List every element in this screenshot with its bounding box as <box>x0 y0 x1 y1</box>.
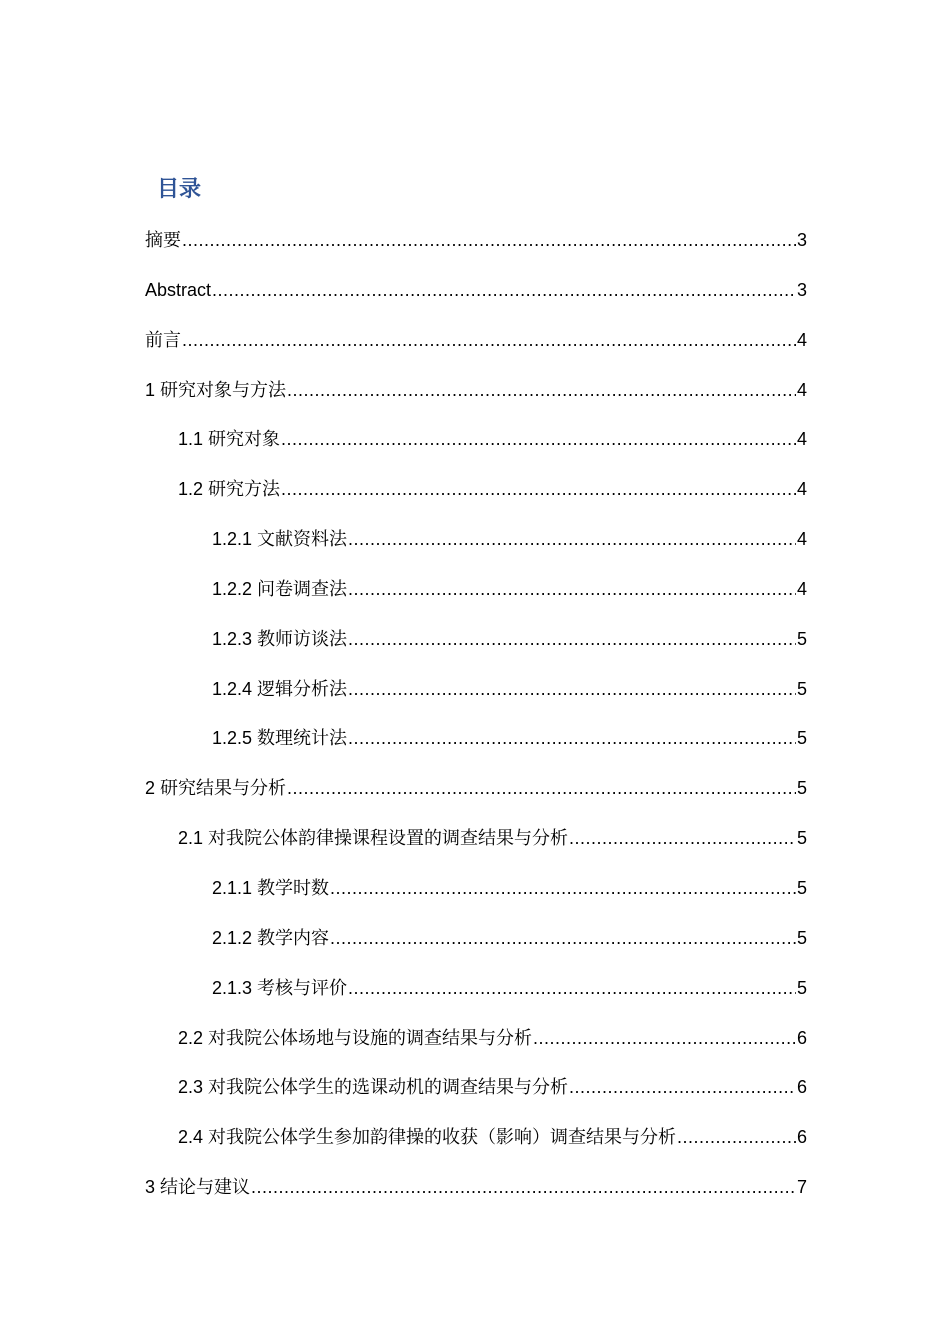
toc-entry-page: 5 <box>796 877 807 898</box>
toc-entry-page: 5 <box>796 728 807 749</box>
toc-title: 目录 <box>157 177 202 202</box>
toc-entry[interactable] <box>145 814 807 864</box>
toc-entry-page: 6 <box>796 1027 807 1048</box>
toc-entry[interactable] <box>145 565 807 615</box>
toc-entry[interactable] <box>145 864 807 914</box>
dot-leader <box>287 366 796 416</box>
dot-leader <box>281 415 796 465</box>
dot-leader <box>330 914 796 964</box>
dot-leader <box>212 266 796 316</box>
dot-leader <box>182 216 796 266</box>
toc-entry[interactable] <box>145 714 807 764</box>
toc-entry-label: 2.2 对我院公体场地与设施的调查结果与分析 <box>178 1027 533 1048</box>
dot-leader <box>677 1113 796 1163</box>
toc-entry[interactable] <box>145 665 807 715</box>
toc-entry-label: 1.2.3 教师访谈法 <box>212 628 348 649</box>
toc-entry[interactable] <box>145 465 807 515</box>
table-of-contents <box>145 216 807 1213</box>
toc-entry-page: 4 <box>796 379 807 400</box>
toc-entry-page: 3 <box>796 230 807 250</box>
toc-entry[interactable] <box>145 1063 807 1113</box>
dot-leader <box>348 565 796 615</box>
toc-entry-label: 2.4 对我院公体学生参加韵律操的收获（影响）调查结果与分析 <box>178 1127 677 1148</box>
toc-entry-label: 2.1.2 教学内容 <box>212 927 330 948</box>
dot-leader <box>182 316 796 366</box>
toc-entry-label: 1.2.1 文献资料法 <box>212 529 348 550</box>
dot-leader <box>281 465 796 515</box>
toc-entry-label: 2.1.3 考核与评价 <box>212 977 348 998</box>
toc-entry-page: 5 <box>796 977 807 998</box>
toc-entry-page: 6 <box>796 1077 807 1098</box>
toc-entry[interactable] <box>145 316 807 366</box>
toc-entry-page: 5 <box>796 678 807 699</box>
toc-entry-label: 前言 <box>145 329 181 350</box>
toc-entry-label: 1.1 研究对象 <box>178 429 281 450</box>
toc-entry-label: 2 研究结果与分析 <box>145 778 287 799</box>
dot-leader <box>251 1163 796 1213</box>
dot-leader <box>348 665 796 715</box>
toc-entry-page: 4 <box>796 529 807 550</box>
toc-entry-label: 2.1.1 教学时数 <box>212 877 330 898</box>
toc-entry[interactable] <box>145 615 807 665</box>
toc-entry[interactable] <box>145 1014 807 1064</box>
toc-entry[interactable] <box>145 764 807 814</box>
toc-entry[interactable] <box>145 964 807 1014</box>
dot-leader <box>348 615 796 665</box>
toc-entry-page: 5 <box>796 927 807 948</box>
dot-leader <box>330 864 796 914</box>
toc-entry[interactable] <box>145 914 807 964</box>
dot-leader <box>569 814 796 864</box>
toc-entry[interactable] <box>145 366 807 416</box>
toc-entry[interactable] <box>145 1113 807 1163</box>
toc-entry-page: 5 <box>796 628 807 649</box>
toc-entry-label: Abstract <box>145 279 212 300</box>
dot-leader <box>569 1063 796 1113</box>
toc-entry-page: 4 <box>796 479 807 500</box>
toc-entry-label: 1 研究对象与方法 <box>145 379 287 400</box>
toc-entry[interactable] <box>145 515 807 565</box>
toc-entry-label: 1.2.2 问卷调查法 <box>212 578 348 599</box>
toc-entry[interactable] <box>145 415 807 465</box>
toc-entry-label: 2.1 对我院公体韵律操课程设置的调查结果与分析 <box>178 828 569 849</box>
toc-entry-label: 3 结论与建议 <box>145 1177 251 1198</box>
dot-leader <box>348 964 796 1014</box>
toc-entry-label: 1.2 研究方法 <box>178 479 281 500</box>
toc-entry-page: 6 <box>796 1127 807 1148</box>
toc-entry-page: 7 <box>796 1177 807 1198</box>
dot-leader <box>348 515 796 565</box>
dot-leader <box>287 764 796 814</box>
toc-entry-label: 1.2.5 数理统计法 <box>212 728 348 749</box>
toc-entry[interactable] <box>145 216 807 266</box>
toc-entry-page: 4 <box>796 429 807 450</box>
toc-entry-label: 摘要 <box>145 230 181 250</box>
toc-entry-page: 5 <box>796 828 807 849</box>
toc-entry[interactable] <box>145 266 807 316</box>
toc-entry-page: 5 <box>796 778 807 799</box>
toc-entry-page: 4 <box>796 578 807 599</box>
toc-entry[interactable] <box>145 1163 807 1213</box>
dot-leader <box>348 714 796 764</box>
toc-entry-label: 1.2.4 逻辑分析法 <box>212 678 348 699</box>
dot-leader <box>533 1014 796 1064</box>
toc-entry-page: 3 <box>796 279 807 300</box>
toc-entry-page: 4 <box>796 329 807 350</box>
toc-entry-label: 2.3 对我院公体学生的选课动机的调查结果与分析 <box>178 1077 569 1098</box>
